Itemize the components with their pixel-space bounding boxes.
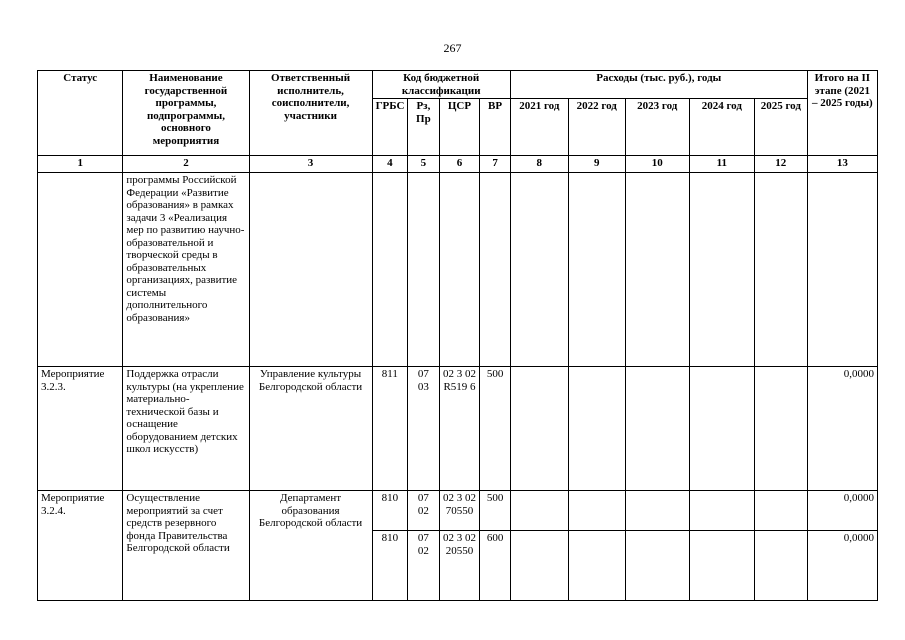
header-name: Наименование государственной программы, подпрограммы, основного мероприятия [123,71,249,156]
header-2022: 2022 год [568,99,625,156]
header-executor: Ответственный исполнитель, соисполнители, участники [249,71,372,156]
m323-rzpr: 07 03 [408,367,440,491]
m323-executor: Управление культуры Белгородской области [249,367,372,491]
column-number: 8 [510,156,568,173]
m324-csr-2: 02 3 02 20550 [439,531,480,601]
header-total: Итого на II этапе (2021 – 2025 годы) [807,71,877,156]
header-row-1 [38,71,878,99]
m323-grbs: 811 [372,367,408,491]
header-2023: 2023 год [625,99,689,156]
header-expenses: Расходы (тыс. руб.), годы [510,71,807,99]
m324-name: Осуществление мероприятий за счет средств резервного фонда Правительства Белгородской области [123,491,249,601]
header-2025: 2025 год [754,99,807,156]
m323-status: Мероприятие 3.2.3. [38,367,123,491]
column-number: 12 [754,156,807,173]
m323-name: Поддержка отрасли культуры (на укрепление материально-технической базы и оснащение оборудованием детских школ искусств) [123,367,249,491]
header-vr: ВР [480,99,511,156]
column-number: 3 [249,156,372,173]
column-number: 1 [38,156,123,173]
table-row-3-2-3 [38,367,878,491]
m324-vr-2: 600 [480,531,511,601]
column-number: 2 [123,156,249,173]
m324-rzpr-1: 07 02 [408,491,440,531]
header-budget-code: Код бюджетной классификации [372,71,510,99]
column-number: 13 [807,156,877,173]
m324-total-1: 0,0000 [807,491,877,531]
header-grbs: ГРБС [372,99,408,156]
column-number: 11 [689,156,754,173]
m324-csr-1: 02 3 02 70550 [439,491,480,531]
column-number: 10 [625,156,689,173]
header-rzpr: Рз, Пр [408,99,440,156]
header-2024: 2024 год [689,99,754,156]
m324-grbs-1: 810 [372,491,408,531]
budget-table [37,70,878,601]
m324-executor: Департамент образования Белгородской области [249,491,372,601]
header-csr: ЦСР [439,99,480,156]
m324-status: Мероприятие 3.2.4. [38,491,123,601]
header-status: Статус [38,71,123,156]
table-row-continuation [38,173,878,367]
m323-csr: 02 3 02 R519 6 [439,367,480,491]
m324-rzpr-2: 07 02 [408,531,440,601]
column-number: 4 [372,156,408,173]
column-number: 9 [568,156,625,173]
m324-grbs-2: 810 [372,531,408,601]
column-number: 5 [408,156,440,173]
m323-vr: 500 [480,367,511,491]
m324-vr-1: 500 [480,491,511,531]
m323-total: 0,0000 [807,367,877,491]
column-number-row [38,156,878,173]
column-number: 7 [480,156,511,173]
page-number: 267 [443,41,462,55]
cont-name: программы Российской Федерации «Развитие образования» в рамках задачи 3 «Реализация мер по развитию научно-образовательной и творческой среды в образовательных организациях, развитие системы дополнительного образования» [123,173,249,367]
column-number: 6 [439,156,480,173]
m324-total-2: 0,0000 [807,531,877,601]
header-2021: 2021 год [510,99,568,156]
table-row-3-2-4-a [38,491,878,531]
